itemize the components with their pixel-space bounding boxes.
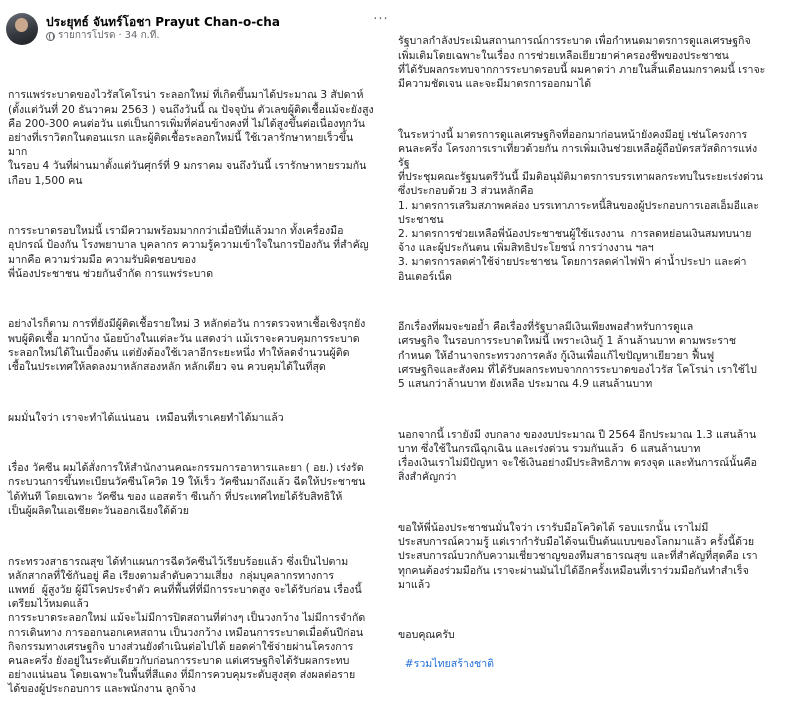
- author-name[interactable]: ประยุทธ์ จันทร์โอชา Prayut Chan-o-cha: [46, 15, 280, 30]
- avatar[interactable]: [6, 13, 38, 45]
- post-body-left: [8, 60, 396, 696]
- post-paragraph: การระบาดรอบใหม่นี้ เรามีความพร้อมมากกว่าเมื่อปีที่แล้วมาก ทั้งเครื่องมือ อุปกรณ์ ป้องกัน โรงพยาบาล บุคลากร ความรู้ความเข้าใจในการป้องกัน ที่สำคัญ มากคือ ความร่วมมือ ความรับผิดชอบของ พี่น้องประชาชน ช่วยกันจำกัด การแพร่ระบาด: [8, 225, 369, 280]
- meta-label[interactable]: รายการโปรด: [58, 30, 116, 42]
- hashtag-link[interactable]: #รวมไทยสร้างชาติ: [404, 657, 495, 670]
- post-paragraph: ผมมั่นใจว่า เราจะทำได้แน่นอน เหมือนที่เราเคยทำได้มาแล้ว: [8, 411, 284, 424]
- meta-separator: ·: [118, 30, 122, 42]
- post-paragraph: ในระหว่างนี้ มาตรการดูแลเศรษฐกิจที่ออกมาก่อนหน้ายังคงมีอยู่ เช่นโครงการ คนละครึ่ง โครงการเราเที่ยวด้วยกัน การเพิ่มเงินช่วยเหลือผู้ถือบัตรสวัสดิการแห่ง รัฐ ที่ประชุมคณะรัฐมนตรีวันนี้ มีมติอนุมัติมาตรการบรรเทาผลกระทบในระยะเร่งด่วน ซึ่งประกอบด้วย 3 ส่วนหลักคือ 1. มาตรการเสริมสภาพคล่อง บรรเทาภาระหนี้สินของผู้ประกอบการเอสเอ็มอีและ ประชาชน 2. มาตรการช่วยเหลือพี่น้องประชาชนผู้ใช้แรงงาน การลดหย่อนเงินสมทบนาย จ้าง และผู้ประกันตน เพิ่มสิทธิประโยชน์ การว่างงาน ฯลฯ 3. มาตรการลดค่าใช้จ่ายประชาชน โดยการลดค่าไฟฟ้า ค่าน้ำประปา และค่า อินเตอร์เน็ต: [398, 128, 763, 283]
- post-paragraph: เรื่อง วัคซีน ผมได้สั่งการให้สำนักงานคณะกรรมการอาหารและยา ( อย.) เร่งรัด กระบวนการขึ้นทะเบียนวัคซีนโควิด 19 ให้เร็ว วัคซีนมาถึงแล้ว ฉีดให้ประชาชน ได้ทันที โดยเฉพาะ วัคซีน ของ แอสตร้า ซีเนก้า ที่ประเทศไทยได้รับสิทธิให้ เป็นผู้ผลิตในเอเชียตะวันออกเฉียงใต้ด้วย: [8, 462, 366, 517]
- post-paragraph: รัฐบาลกำลังประเมินสถานการณ์การระบาด เพื่อกำหนดมาตรการดูแลเศรษฐกิจ เพิ่มเติมโดยเฉพาะในเรื่อง การช่วยเหลือเยียวยาค่าครองชีพของประชาชน ที่ได้รับผลกระทบจากการระบาดรอบนี้ ผมคาดว่า ภายในสิ้นเดือนมกราคมนี้ เราจะ มีความชัดเจน และจะมีมาตรการออกมาได้: [398, 35, 766, 91]
- post-header-text: [46, 15, 280, 43]
- post-time[interactable]: 34 ก.ที.: [124, 30, 160, 42]
- post-meta: [46, 30, 280, 43]
- post-paragraph: ขอให้พี่น้องประชาชนมั่นใจว่า เรารับมือโควิดได้ รอบแรกนั้น เราไม่มี ประสบการณ์ความรู้ แต่เรากำรับมือได้จนเป็นต้นแบบของโลกมาแล้ว ครั้งนี้ด้วย ประสบการณ์บวกกับความเชี่ยวชาญของทีมสาธารณสุข และที่สำคัญที่สุดคือ เรา ทุกคนต้องร่วมมือกัน เราจะผ่านมันไปได้อีกครั้งเหมือนที่เราร่วมมือกันทำสำเร็จ มาแล้ว: [398, 521, 758, 591]
- post-paragraph: อย่างไรก็ตาม การที่ยังมีผู้ติดเชื้อรายใหม่ 3 หลักต่อวัน การตรวจหาเชื้อเชิงรุกยัง พบผู้ติดเชื้อ มากบ้าง น้อยบ้างในแต่ละวัน แสดงว่า แม้เราจะควบคุมการระบาด ระลอกใหม่ได้ในเบื้องต้น แต่ยังต้องใช้เวลาอีกระยะหนึ่ง ทำให้ลดจำนวนผู้ติด เชื้อในประเทศให้ลดลงมาหลักสองหลัก หลักเดียว จน ควบคุมได้ในที่สุด: [8, 318, 366, 374]
- post-paragraph: การแพร่ระบาดของไวรัสโคโรน่า ระลอกใหม่ ที่เกิดขึ้นมาได้ประมาณ 3 สัปดาห์ (ตั้งแต่วันที่ 20 ธันวาคม 2563 ) จนถึงวันนี้ ณ ปัจจุบัน ตัวเลขผู้ติดเชื้อแม้จะยังสูง คือ 200-300 คนต่อวัน แต่เป็นการเพิ่มที่ค่อนข้างคงที่ ไม่ได้สูงขึ้นต่อเนื่องทุกวัน อย่างที่เราวิตกในตอนแรก และผู้ติดเชื้อระลอกใหม่นี้ ใช้เวลารักษาหายเร็วขึ้น มาก ในรอบ 4 วันที่ผ่านมาตั้งแต่วันศุกร์ที่ 9 มกราคม จนถึงวันนี้ เรารักษาหายรวมกัน เกือบ 1,500 คน: [8, 89, 374, 187]
- post-body-right: [398, 6, 794, 670]
- globe-icon: [46, 32, 55, 41]
- more-options-button[interactable]: ···: [373, 12, 389, 27]
- post-header: [6, 4, 396, 54]
- post-paragraph: ขอบคุณครับ: [398, 629, 455, 642]
- post-paragraph: นอกจากนี้ เรายังมี งบกลาง ของงบประมาณ ปี 2564 อีกประมาณ 1.3 แสนล้าน บาท ซึ่งใช้ในกรณีฉุกเฉิน และเร่งด่วน รวมกันแล้ว 6 แสนล้านบาท เรื่องเงินเราไม่มีปัญหา จะใช้เงินอย่างมีประสิทธิภาพ ตรงจุด และทันการณ์นั้นคือ สิ่งสำคัญกว่า: [398, 428, 758, 484]
- post-paragraph: อีกเรื่องที่ผมจะขอย้ำ คือเรื่องที่รัฐบาลมีเงินเพียงพอสำหรับการดูแล เศรษฐกิจ ในรอบการระบาดใหม่นี้ เพราะเงินกู้ 1 ล้านล้านบาท ตามพระราช กำหนด ให้อำนาจกระทรวงการคลัง กู้เงินเพื่อแก้ไขปัญหาเยียวยา ฟื้นฟู เศรษฐกิจและสังคม ที่ได้รับผลกระทบจากการระบาดของไวรัส โคโรน่า เราใช้ไป 5 แสนกว่าล้านบาท ยังเหลือ ประมาณ 4.9 แสนล้านบาท: [398, 321, 757, 391]
- post-paragraph: กระทรวงสาธารณสุข ได้ทำแผนการฉีดวัคซีนไว้เรียบร้อยแล้ว ซึ่งเป็นไปตาม หลักสากลที่ใช้กันอยู่ คือ เรียงตามลำดับความเสี่ยง กลุ่มบุคลากรทางการ แพทย์ ผู้สูงวัย ผู้มีโรคประจำตัว คนที่พื้นที่ที่มีการระบาดสูง จะได้รับก่อน เรื่องนี้ เตรียมไว้หมดแล้ว การระบาดระลอกใหม่ แม้จะไม่มีการปิดสถานที่ต่างๆ เป็นวงกว้าง ไม่มีการจำกัด การเดินทาง การออกนอกเคหสถาน เป็นวงกว้าง เหมือนการระบาดเมื่อต้นปีก่อน กิจกรรมทางเศรษฐกิจ บางส่วนยังดำเนินต่อไปได้ ยอดค่าใช้จ่ายผ่านโครงการ คนละครึ่ง ยังอยู่ในระดับเดียวกับก่อนการระบาด แต่เศรษฐกิจได้รับผลกระทบ อย่างแน่นอน โดยเฉพาะในพื้นที่สีแดง ที่มีการควบคุมระดับสูงสุด ส่งผลต่อราย ได้ของผู้ประกอบการ และพนักงาน ลูกจ้าง: [8, 555, 366, 696]
